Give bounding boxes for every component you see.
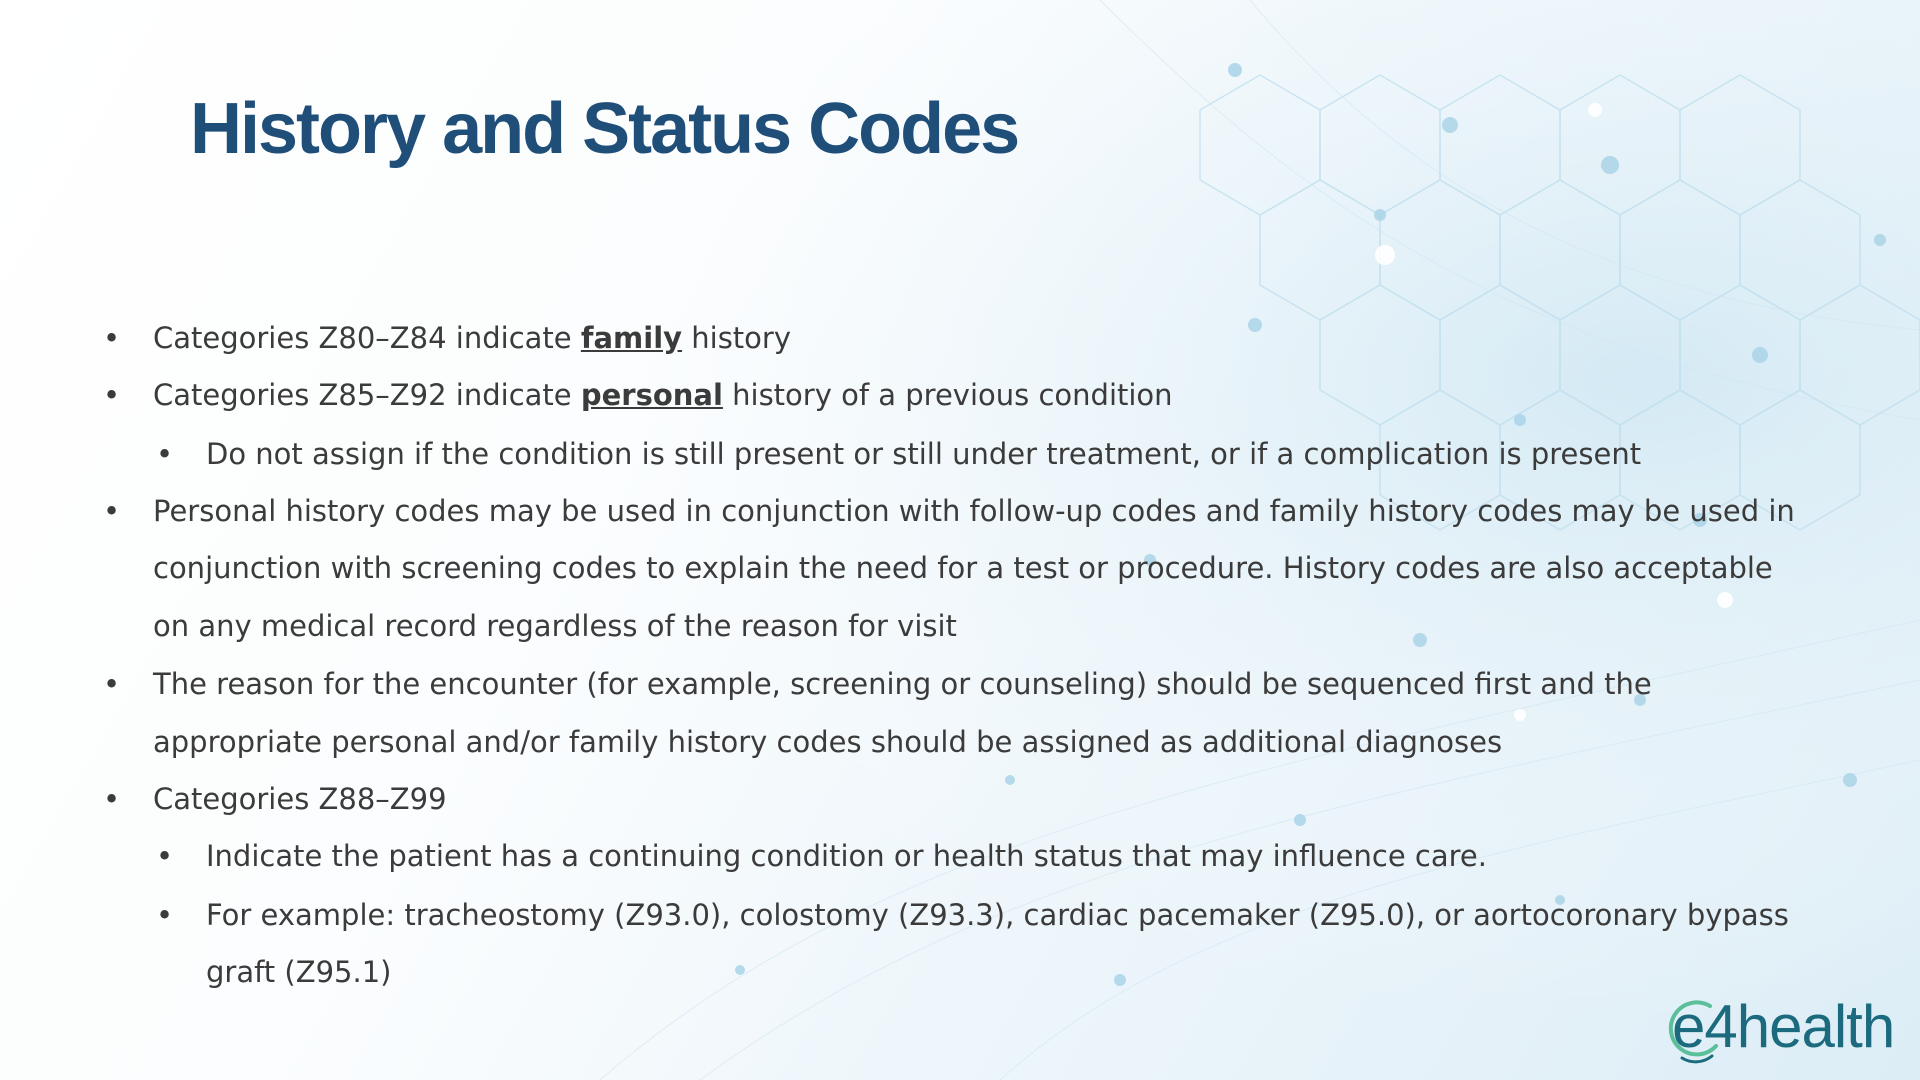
bullet-text: Categories Z88–Z99 <box>153 782 447 816</box>
bullet-text-post: history <box>682 321 792 355</box>
bullet-text-pre: Categories Z80–Z84 indicate <box>153 321 581 355</box>
bullet-text-post: history of a previous condition <box>722 378 1173 412</box>
logo-wordmark: e4health <box>1672 993 1895 1060</box>
bullet-personal-history-codes <box>103 482 1795 540</box>
bullet-text-line-3: on any medical record regardless of the reason for visit <box>153 609 957 643</box>
slide-title: History and Status Codes <box>190 89 1019 169</box>
bullet-text-line-1: The reason for the encounter (for example, screening or counseling) should be sequenced first and the <box>153 667 1652 701</box>
bullet-text <box>153 321 791 355</box>
emphasis-family: family <box>580 321 683 355</box>
bullet-text-line-2: graft (Z95.1) <box>206 955 392 989</box>
bullet-text-line-2: conjunction with screening codes to explain the need for a test or procedure. History codes are also acceptable <box>153 551 1773 585</box>
emphasis-personal: personal <box>580 378 723 412</box>
bullet-text-line-1: For example: tracheostomy (Z93.0), colostomy (Z93.3), cardiac pacemaker (Z95.0), or aortocoronary bypass <box>206 898 1789 932</box>
bullet-text-line-2: appropriate personal and/or family history codes should be assigned as additional diagnoses <box>153 725 1503 759</box>
bullet-marker: • <box>103 494 121 528</box>
bullet-categories-z88-z99 <box>103 770 447 828</box>
e4health-logo <box>1666 992 1896 1064</box>
bullet-family-history <box>103 309 791 367</box>
bullet-personal-history <box>103 366 1173 424</box>
sub-bullet-do-not-assign <box>156 425 1641 483</box>
bullet-marker: • <box>103 321 121 355</box>
bullet-reason-for-encounter <box>103 655 1652 713</box>
bullet-marker: • <box>156 898 174 932</box>
bullet-text: Do not assign if the condition is still present or still under treatment, or if a complication is present <box>206 437 1642 471</box>
bullet-text-line-1: Personal history codes may be used in conjunction with follow-up codes and family history codes may be used in <box>153 494 1795 528</box>
bullet-text <box>153 378 1173 412</box>
bullet-text: Indicate the patient has a continuing condition or health status that may influence care. <box>206 839 1487 873</box>
bullet-text-pre: Categories Z85–Z92 indicate <box>153 378 581 412</box>
bullet-marker: • <box>103 667 121 701</box>
bullet-marker: • <box>156 437 174 471</box>
sub-bullet-continuing-condition <box>156 827 1487 885</box>
bullet-marker: • <box>103 782 121 816</box>
bullet-marker: • <box>156 839 174 873</box>
sub-bullet-examples <box>156 886 1789 944</box>
bullet-marker: • <box>103 378 121 412</box>
